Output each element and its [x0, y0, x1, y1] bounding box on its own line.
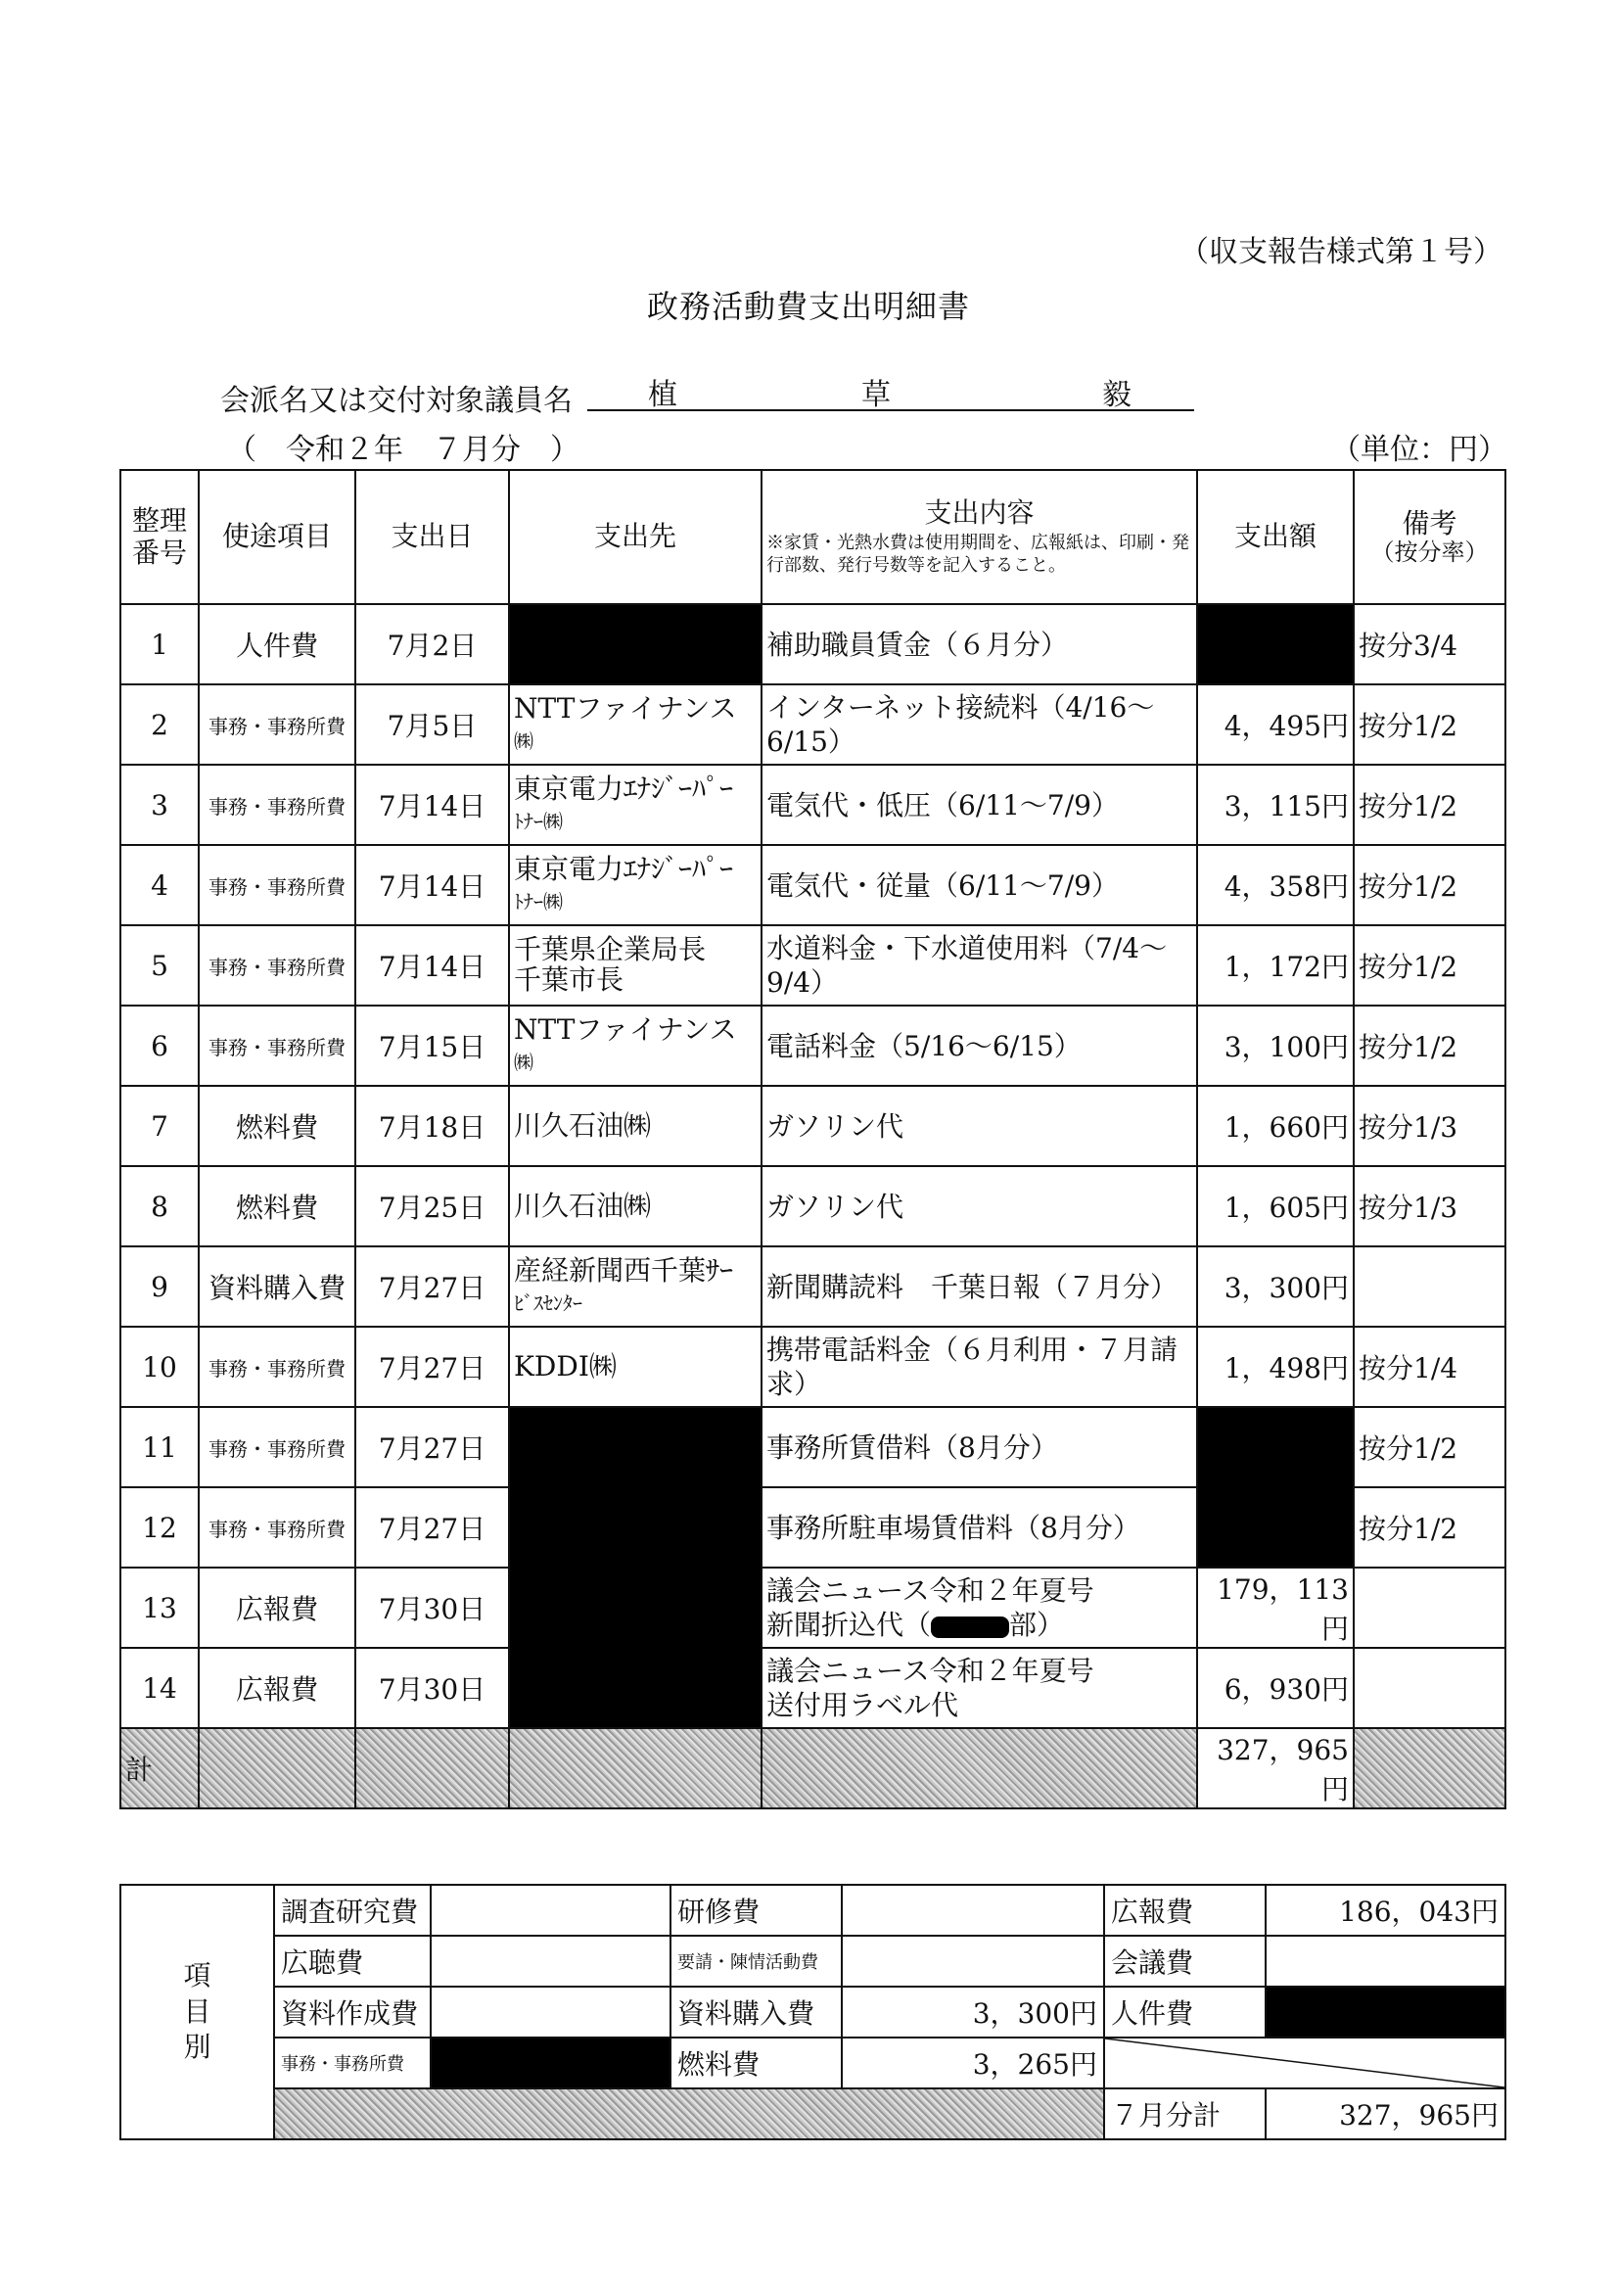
row-payee: KDDI㈱: [509, 1327, 762, 1407]
row-date: 7月14日: [355, 845, 509, 925]
row-amount: 3，300円: [1197, 1246, 1354, 1327]
row-no: 6: [120, 1006, 199, 1086]
row-desc: 事務所賃借料（8月分）: [762, 1407, 1197, 1487]
row-date: 7月27日: [355, 1407, 509, 1487]
summary-row: [120, 2088, 1505, 2139]
row-no: 11: [120, 1407, 199, 1487]
redacted-payee: [509, 1407, 762, 1728]
row-amount: 4，495円: [1197, 684, 1354, 765]
row-date: 7月5日: [355, 684, 509, 765]
row-payee: 川久石油㈱: [509, 1166, 762, 1246]
table-row: [120, 604, 1505, 684]
summary-amount: [431, 1987, 670, 2038]
row-no: 2: [120, 684, 199, 765]
summary-side-label: 項 目 別: [120, 1885, 274, 2139]
redacted-amount: [1197, 1407, 1354, 1568]
table-row: [120, 1568, 1505, 1648]
row-note: 按分1/4: [1354, 1327, 1505, 1407]
row-desc: 電気代・低圧（6/11～7/9）: [762, 765, 1197, 845]
redacted-payee: [509, 604, 762, 684]
row-amount: 1，172円: [1197, 925, 1354, 1006]
summary-label: 広報費: [1104, 1885, 1266, 1936]
document-title: 政務活動費支出明細書: [646, 288, 970, 325]
redacted-amount: [431, 2038, 670, 2088]
summary-row: [120, 2038, 1505, 2088]
summary-label: 資料購入費: [670, 1987, 842, 2038]
table-header: [120, 470, 1505, 604]
row-date: 7月27日: [355, 1246, 509, 1327]
row-category: 広報費: [199, 1568, 355, 1648]
redacted-amount: [1266, 1987, 1505, 2038]
summary-amount: [842, 1885, 1104, 1936]
summary-amount: [1266, 1936, 1505, 1987]
row-payee: 東京電力ｴﾅｼﾞｰﾊﾟｰ ﾄﾅｰ㈱: [509, 845, 762, 925]
summary-label: 資料作成費: [274, 1987, 431, 2038]
row-date: 7月27日: [355, 1327, 509, 1407]
summary-label: 人件費: [1104, 1987, 1266, 2038]
row-payee: 千葉県企業局長 千葉市長: [509, 925, 762, 1006]
row-desc: インターネット接続料（4/16～6/15）: [762, 684, 1197, 765]
row-amount: 1，660円: [1197, 1086, 1354, 1166]
member-name: [587, 370, 1194, 411]
row-amount: 3，100円: [1197, 1006, 1354, 1086]
header-content-note: ※家賃・光熱水費は使用期間を、広報紙は、印刷・発行部数、発行号数等を記入すること。: [766, 533, 1189, 576]
row-date: 7月14日: [355, 765, 509, 845]
row-category: 事務・事務所費: [199, 765, 355, 845]
row-date: 7月30日: [355, 1568, 509, 1648]
row-note: [1354, 1648, 1505, 1728]
row-no: 1: [120, 604, 199, 684]
row-date: 7月14日: [355, 925, 509, 1006]
row-no: 10: [120, 1327, 199, 1407]
row-category: 事務・事務所費: [199, 1407, 355, 1487]
row-no: 13: [120, 1568, 199, 1648]
summary-label: 燃料費: [670, 2038, 842, 2088]
summary-amount: 3，265円: [842, 2038, 1104, 2088]
table-row: [120, 765, 1505, 845]
row-no: 7: [120, 1086, 199, 1166]
member-name-part: 草: [861, 378, 891, 412]
row-note: 按分1/2: [1354, 765, 1505, 845]
row-note: [1354, 1568, 1505, 1648]
summary-label: 研修費: [670, 1885, 842, 1936]
table-row: [120, 1166, 1505, 1246]
diagonal-blank: [1104, 2038, 1505, 2088]
table-row: [120, 1086, 1505, 1166]
row-note: 按分3/4: [1354, 604, 1505, 684]
row-note: 按分1/2: [1354, 1006, 1505, 1086]
row-desc: ガソリン代: [762, 1166, 1197, 1246]
summary-amount: [842, 1936, 1104, 1987]
row-desc: 補助職員賃金（６月分）: [762, 604, 1197, 684]
row-category: 事務・事務所費: [199, 925, 355, 1006]
table-row: [120, 1327, 1505, 1407]
header-amount: 支出額: [1197, 470, 1354, 604]
row-category: 事務・事務所費: [199, 684, 355, 765]
row-desc: 携帯電話料金（６月利用・７月請求）: [762, 1327, 1197, 1407]
row-date: 7月18日: [355, 1086, 509, 1166]
row-category: 事務・事務所費: [199, 845, 355, 925]
member-label: 会派名又は交付対象議員名: [220, 384, 573, 418]
row-date: 7月15日: [355, 1006, 509, 1086]
row-category: 事務・事務所費: [199, 1327, 355, 1407]
row-note: 按分1/2: [1354, 845, 1505, 925]
row-desc: 電話料金（5/16～6/15）: [762, 1006, 1197, 1086]
row-amount: 1，605円: [1197, 1166, 1354, 1246]
summary-amount: 186，043円: [1266, 1885, 1505, 1936]
row-amount: 1，498円: [1197, 1327, 1354, 1407]
row-no: 12: [120, 1487, 199, 1568]
month-total-amount: 327，965円: [1266, 2088, 1505, 2139]
member-name-part: 植: [648, 378, 677, 412]
summary-table: [119, 1884, 1506, 2140]
row-desc: 議会ニュース令和２年夏号 送付用ラベル代: [762, 1648, 1197, 1728]
redacted-amount: [1197, 604, 1354, 684]
table-row: [120, 845, 1505, 925]
row-date: 7月30日: [355, 1648, 509, 1728]
row-no: 5: [120, 925, 199, 1006]
row-payee: 川久石油㈱: [509, 1086, 762, 1166]
row-payee: 産経新聞西千葉ｻｰ ﾋﾞｽｾﾝﾀｰ: [509, 1246, 762, 1327]
summary-amount: [431, 1936, 670, 1987]
row-amount: 3，115円: [1197, 765, 1354, 845]
row-note: 按分1/2: [1354, 684, 1505, 765]
row-desc: 新聞購読料 千葉日報（７月分）: [762, 1246, 1197, 1327]
expense-table: [119, 469, 1506, 1809]
table-row: [120, 925, 1505, 1006]
summary-label: 調査研究費: [274, 1885, 431, 1936]
header-category: 使途項目: [199, 470, 355, 604]
row-no: 9: [120, 1246, 199, 1327]
row-note: 按分1/3: [1354, 1166, 1505, 1246]
member-name-part: 毅: [1102, 378, 1132, 412]
row-amount: 4，358円: [1197, 845, 1354, 925]
total-row: [120, 1728, 1505, 1808]
row-date: 7月2日: [355, 604, 509, 684]
row-no: 3: [120, 765, 199, 845]
row-category: 燃料費: [199, 1166, 355, 1246]
row-amount: 6，930円: [1197, 1648, 1354, 1728]
table-row: [120, 1407, 1505, 1487]
summary-row: [120, 1885, 1505, 1936]
row-category: 事務・事務所費: [199, 1487, 355, 1568]
period: （ 令和２年 ７月分 ）: [227, 433, 579, 467]
row-amount: 179，113円: [1197, 1568, 1354, 1648]
summary-amount: 3，300円: [842, 1987, 1104, 2038]
row-note: 按分1/3: [1354, 1086, 1505, 1166]
summary-row: [120, 1987, 1505, 2038]
table-row: [120, 1648, 1505, 1728]
table-row: [120, 684, 1505, 765]
header-no: 整理 番号: [120, 470, 199, 604]
row-category: 広報費: [199, 1648, 355, 1728]
summary-row: [120, 1936, 1505, 1987]
row-category: 燃料費: [199, 1086, 355, 1166]
month-total-label: ７月分計: [1104, 2088, 1266, 2139]
table-row: [120, 1246, 1505, 1327]
header-note: 備考 （按分率）: [1354, 470, 1505, 604]
row-date: 7月27日: [355, 1487, 509, 1568]
row-no: 8: [120, 1166, 199, 1246]
summary-label: 事務・事務所費: [274, 2038, 431, 2088]
row-note: 按分1/2: [1354, 925, 1505, 1006]
summary-label: 広聴費: [274, 1936, 431, 1987]
header-content: 支出内容 ※家賃・光熱水費は使用期間を、広報紙は、印刷・発行部数、発行号数等を記入すること。: [762, 470, 1197, 604]
row-category: 資料購入費: [199, 1246, 355, 1327]
row-note: [1354, 1246, 1505, 1327]
unit-label: （単位：円）: [1331, 433, 1507, 467]
row-category: 人件費: [199, 604, 355, 684]
row-no: 4: [120, 845, 199, 925]
total-amount: 327，965円: [1197, 1728, 1354, 1808]
summary-label: 会議費: [1104, 1936, 1266, 1987]
row-desc: ガソリン代: [762, 1086, 1197, 1166]
summary-amount: [431, 1885, 670, 1936]
row-date: 7月25日: [355, 1166, 509, 1246]
redacted-count: [931, 1617, 1009, 1638]
row-payee: 東京電力ｴﾅｼﾞｰﾊﾟｰ ﾄﾅｰ㈱: [509, 765, 762, 845]
table-row: [120, 1006, 1505, 1086]
form-number: （収支報告様式第１号）: [1179, 235, 1502, 269]
row-payee: NTTファイナンス ㈱: [509, 684, 762, 765]
row-desc: 水道料金・下水道使用料（7/4～9/4）: [762, 925, 1197, 1006]
row-desc: 議会ニュース令和２年夏号 新聞折込代（ 部）: [762, 1568, 1197, 1648]
row-desc: 電気代・従量（6/11～7/9）: [762, 845, 1197, 925]
summary-label: 要請・陳情活動費: [670, 1936, 842, 1987]
header-date: 支出日: [355, 470, 509, 604]
row-note: 按分1/2: [1354, 1407, 1505, 1487]
row-no: 14: [120, 1648, 199, 1728]
header-payee: 支出先: [509, 470, 762, 604]
row-category: 事務・事務所費: [199, 1006, 355, 1086]
total-label: 計: [120, 1728, 199, 1808]
row-note: 按分1/2: [1354, 1487, 1505, 1568]
row-desc: 事務所駐車場賃借料（8月分）: [762, 1487, 1197, 1568]
row-payee: NTTファイナンス ㈱: [509, 1006, 762, 1086]
